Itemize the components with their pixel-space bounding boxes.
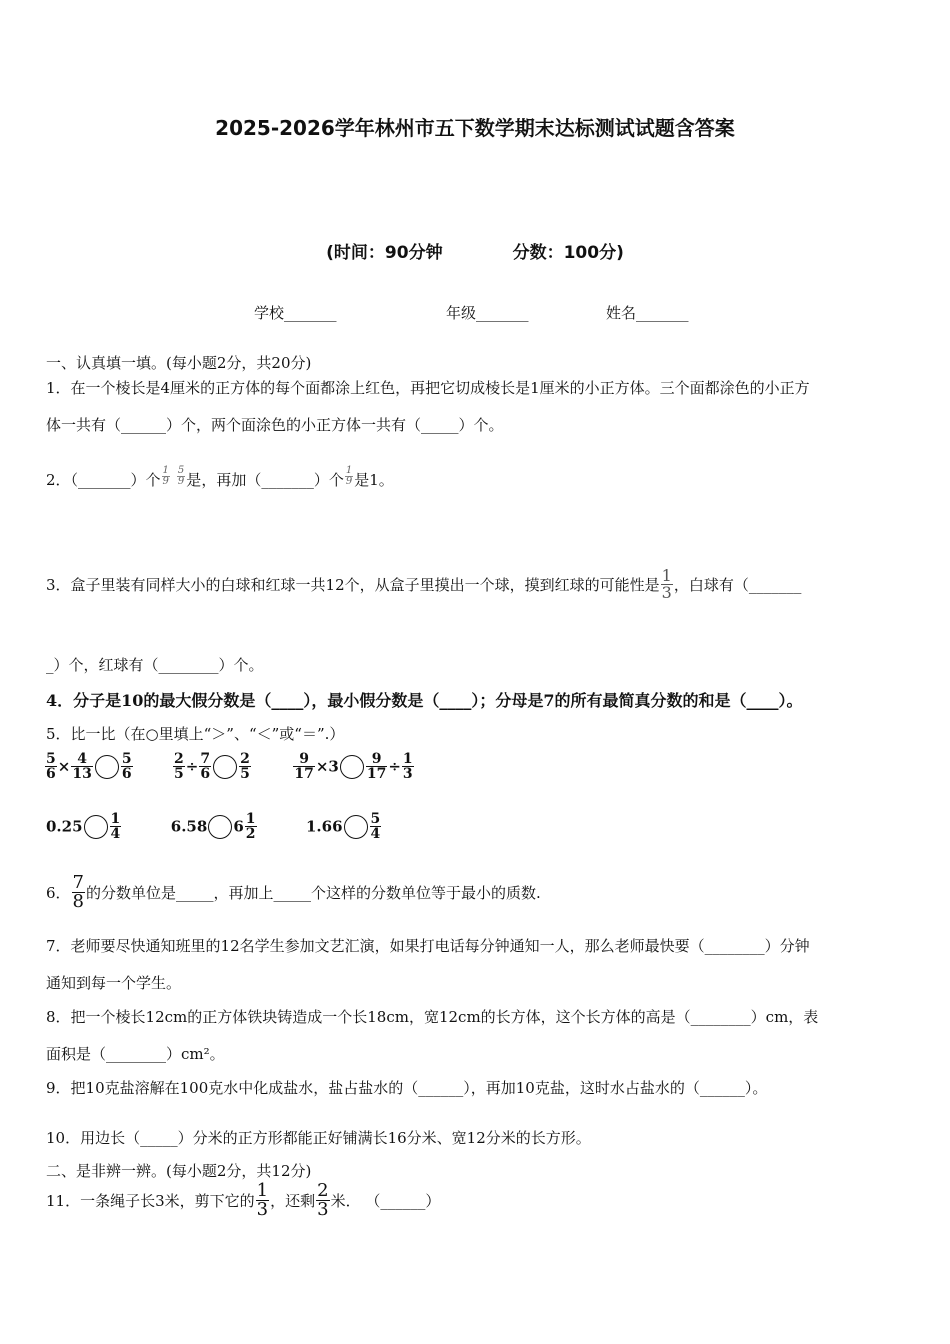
question-5: 5．比一比（在○里填上“＞”、“＜”或“＝”.）: [46, 725, 345, 743]
answer-circle[interactable]: [213, 755, 237, 779]
page-title: 2025-2026学年林州市五下数学期末达标测试试题含答案: [215, 116, 735, 140]
fraction: $\frac{5}{6}$: [121, 751, 132, 782]
question-2: 2．（_______）个 $\frac{1}{9}$ $\frac{5}{9}$ 是，再加（_______）个 $\frac{1}{9}$ 是1。: [46, 465, 394, 489]
section-1-heading: 一、认真填一填。(每小题2分，共20分): [46, 354, 312, 372]
fraction: $\frac{5}{6}$: [46, 751, 56, 782]
question-11: 11．一条绳子长3米，剪下它的 $\frac{1}{3}$ ，还剩 $\frac{2}{3}$ 米． （______）: [46, 1180, 441, 1220]
question-4: 4．分子是10的最大假分数是（____），最小假分数是（____）；分母是7的所有最简真分数的和是（____）。: [46, 691, 803, 710]
question-1-line-1: 1．在一个棱长是4厘米的正方体的每个面都涂上红色，再把它切成棱长是1厘米的小正方体。三个面都涂色的小正方: [46, 379, 810, 397]
fraction: $\frac{1}{3}$: [256, 1180, 269, 1220]
fraction: $\frac{1}{3}$: [402, 751, 413, 782]
exam-meta: [0, 238, 950, 263]
question-3-line-1: 3．盒子里装有同样大小的白球和红球一共12个，从盒子里摸出一个球，摸到红球的可能性是 $\frac{1}{3}$ ，白球有（_______: [46, 566, 802, 602]
fraction: $\frac{1}{3}$: [661, 566, 672, 602]
fraction: $\frac{5}{9}$: [177, 465, 185, 487]
fraction: $\frac{2}{5}$: [240, 751, 250, 782]
time-info: (时间：90分钟: [326, 243, 443, 263]
question-7-line-2: 通知到每一个学生。: [46, 974, 182, 992]
answer-circle[interactable]: [95, 755, 119, 779]
fraction: $\frac{1}{9}$: [345, 465, 353, 487]
fraction: $\frac{5}{4}$: [370, 811, 381, 842]
score-info: 分数：100分): [512, 243, 624, 263]
answer-circle[interactable]: [208, 815, 232, 839]
compare-row-1: $\frac{5}{6}$ × $\frac{4}{13}$ $\frac{5}{6}$ $\frac{2}{5}$ ÷ $\frac{7}{6}$ $\frac{2}{5}$ $\frac{9}{17}$ ×3 $\frac{9}{17}$ ÷ $\frac{1}{3}$: [46, 751, 413, 782]
question-10: 10．用边长（_____）分米的正方形都能正好铺满长16分米、宽12分米的长方形。: [46, 1129, 591, 1147]
fraction: $\frac{2}{3}$: [317, 1180, 329, 1220]
fraction: $\frac{1}{4}$: [110, 811, 121, 842]
compare-row-2: 0.25 $\frac{1}{4}$ 6.58 6 $\frac{1}{2}$ 1.66 $\frac{5}{4}$: [46, 811, 381, 842]
answer-circle[interactable]: [84, 815, 108, 839]
fraction: $\frac{9}{17}$: [294, 751, 314, 782]
question-7-line-1: 7．老师要尽快通知班里的12名学生参加文艺汇演，如果打电话每分钟通知一人，那么老师最快要（________）分钟: [46, 937, 810, 955]
question-8-line-2: 面积是（________）cm²。: [46, 1045, 225, 1063]
fraction: $\frac{9}{17}$: [366, 751, 387, 782]
fraction: $\frac{1}{9}$: [162, 465, 169, 487]
answer-circle[interactable]: [344, 815, 368, 839]
fraction: $\frac{7}{8}$: [72, 872, 84, 912]
school-field: 学校_______: [254, 304, 337, 322]
question-8-line-1: 8．把一个棱长12cm的正方体铁块铸造成一个长18cm，宽12cm的长方体，这个长方体的高是（________）cm，表: [46, 1008, 819, 1026]
fraction: $\frac{2}{5}$: [174, 751, 184, 782]
question-6: 6． $\frac{7}{8}$ 的分数单位是_____，再加上_____个这样的分数单位等于最小的质数.: [46, 872, 541, 912]
question-9: 9．把10克盐溶解在100克水中化成盐水，盐占盐水的（______），再加10克盐，这时水占盐水的（______）。: [46, 1079, 768, 1097]
question-1-line-2: 体一共有（______）个，两个面涂色的小正方体一共有（_____）个。: [46, 416, 504, 434]
answer-circle[interactable]: [340, 755, 364, 779]
fraction: $\frac{7}{6}$: [200, 751, 211, 782]
question-3-line-2: _）个，红球有（________）个。: [46, 656, 264, 674]
name-field: 姓名_______: [606, 304, 689, 322]
fraction: $\frac{4}{13}$: [72, 751, 92, 782]
grade-field: 年级_______: [446, 304, 529, 322]
section-2-heading: 二、是非辨一辨。(每小题2分，共12分): [46, 1162, 312, 1180]
fraction: $\frac{1}{2}$: [245, 811, 256, 842]
